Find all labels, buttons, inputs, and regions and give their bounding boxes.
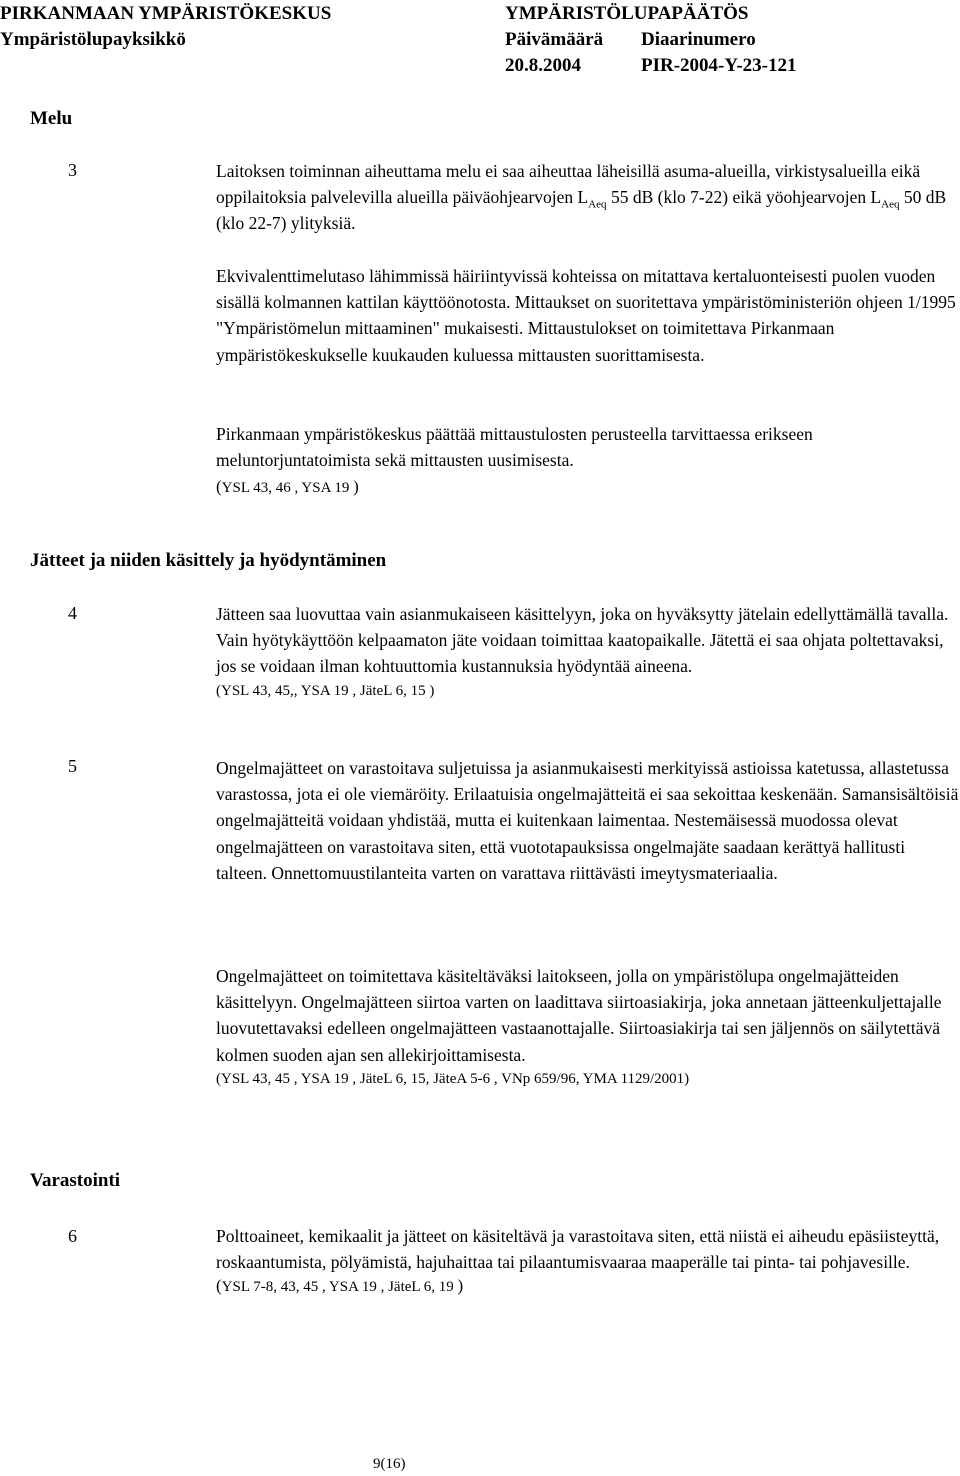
date-value: 20.8.2004: [505, 55, 581, 76]
document-type: YMPÄRISTÖLUPAPÄÄTÖS: [505, 3, 749, 24]
legal-reference: (YSL 43, 46 , YSA 19 ): [216, 477, 359, 497]
legal-reference: (YSL 43, 45 , YSA 19 , JäteL 6, 15, JäteA 5-6 , VNp 659/96, YMA 1129/2001): [216, 1070, 690, 1087]
unit-name: Ympäristölupayksikkö: [0, 29, 186, 50]
date-label: Päivämäärä: [505, 29, 604, 50]
org-name: PIRKANMAAN YMPÄRISTÖKESKUS: [0, 3, 332, 24]
item-5-storage-paragraph: Ongelmajätteet on varastoitava suljetuissa ja asianmukaisesti merkityissä astioissa katetussa, allastetussa varastossa, jota ei ole viemäröity. Erilaatuisia ongelmajätteitä ei saa sekoittaa keskenään. Samansisältöisiä ongelmajätteitä voidaan yhdistää, mutta ei kuitenkaan laimentaa. Nestemäisessä muodossa olevat ongelmajätteen on varastoitava siten, että vuototapauksissa ongelmajäte saadaan kerättyä hallitusti talteen. Onnettomuustilanteita varten on varattava riittävästi imeytysmateriaalia.: [216, 758, 959, 883]
legal-reference: (YSL 7-8, 43, 45 , YSA 19 , JäteL 6, 19 ): [216, 1276, 464, 1296]
legal-reference: (YSL 43, 45,, YSA 19 , JäteL 6, 15 ): [216, 682, 435, 699]
page-number: 9(16): [373, 1456, 406, 1472]
item-number-3: 3: [68, 160, 77, 180]
item-3-text: [216, 158, 960, 237]
section-title-melu: Melu: [30, 108, 73, 129]
number-value: PIR-2004-Y-23-121: [641, 55, 797, 76]
section-title-jatteet: Jätteet ja niiden käsittely ja hyödyntäminen: [30, 550, 387, 571]
noise-limits-paragraph: Laitoksen toiminnan aiheuttama melu ei saa aiheuttaa läheisillä asuma-alueilla, virkistysalueilla eikä oppilaitoksia palvelevilla alueilla päiväohjearvojen $L_{Aeq}$ 55 dB (klo 7-22) eikä yöohjearvojen $L_{Aeq}$ 50 dB (klo 22-7) ylityksiä.: [216, 161, 947, 234]
item-5-delivery-paragraph: Ongelmajätteet on toimitettava käsiteltäväksi laitokseen, jolla on ympäristölupa ongelmajätteiden käsittelyyn. Ongelmajätteen siirtoa varten on laadittava siirtoasiakirja, joka annetaan jätteenkuljettajalle luovutettavaksi edelleen ongelmajätteen vastaanottajalle. Siirtoasiakirja tai sen jäljennös on säilytettävä kolmen suoden ajan sen allekirjoittamisesta. (YSL 43, 45 , YSA 19 , JäteL 6, 15, JäteA 5-6 , VNp 659/96, YMA 1129/2001): [216, 963, 960, 1090]
section-title-varastointi: Varastointi: [30, 1170, 121, 1191]
item-4-text: Jätteen saa luovuttaa vain asianmukaiseen käsittelyyn, joka on hyväksytty jätelain edellyttämällä tavalla. Vain hyötykäyttöön kelpaamaton jäte voidaan toimittaa kaatopaikalle. Jätettä ei saa ohjata poltettavaksi, jos se voidaan ilman kohtuuttomia kustannuksia hyödyntää aineena. (YSL 43, 45,, YSA 19 , JäteL 6, 15 ): [216, 601, 960, 702]
item-number-4: 4: [68, 603, 77, 623]
noise-followup-paragraph: Pirkanmaan ympäristökeskus päättää mittaustulosten perusteella tarvittaessa erikseen meluntorjuntatoimista sekä mittausten uusimisesta. (YSL 43, 46 , YSA 19 ): [216, 421, 960, 499]
noise-measurement-paragraph: Ekvivalenttimelutaso lähimmissä häiriintyvissä kohteissa on mitattava kertaluonteisesti puolen vuoden sisällä kolmannen kattilan käyttöönotosta. Mittaukset on suoritettava ympäristöministeriön ohjeen 1/1995 "Ympäristömelun mittaaminen" mukaisesti. Mittaustulokset on toimitettava Pirkanmaan ympäristökeskukselle kuukauden kuluessa mittausten suorittamisesta.: [216, 266, 956, 365]
item-6-text: Polttoaineet, kemikaalit ja jätteet on käsiteltävä ja varastoitava siten, että niistä ei aiheudu epäsiisteyttä, roskaantumista, pölyämistä, hajuhaittaa tai pilaantumisvaaraa maaperälle tai pinta- tai pohjavesille. (YSL 7-8, 43, 45 , YSA 19 , JäteL 6, 19 ): [216, 1223, 960, 1298]
item-number-5: 5: [68, 756, 77, 776]
number-label: Diaarinumero: [641, 29, 756, 50]
document-header: [0, 0, 960, 80]
item-number-6: 6: [68, 1226, 77, 1246]
